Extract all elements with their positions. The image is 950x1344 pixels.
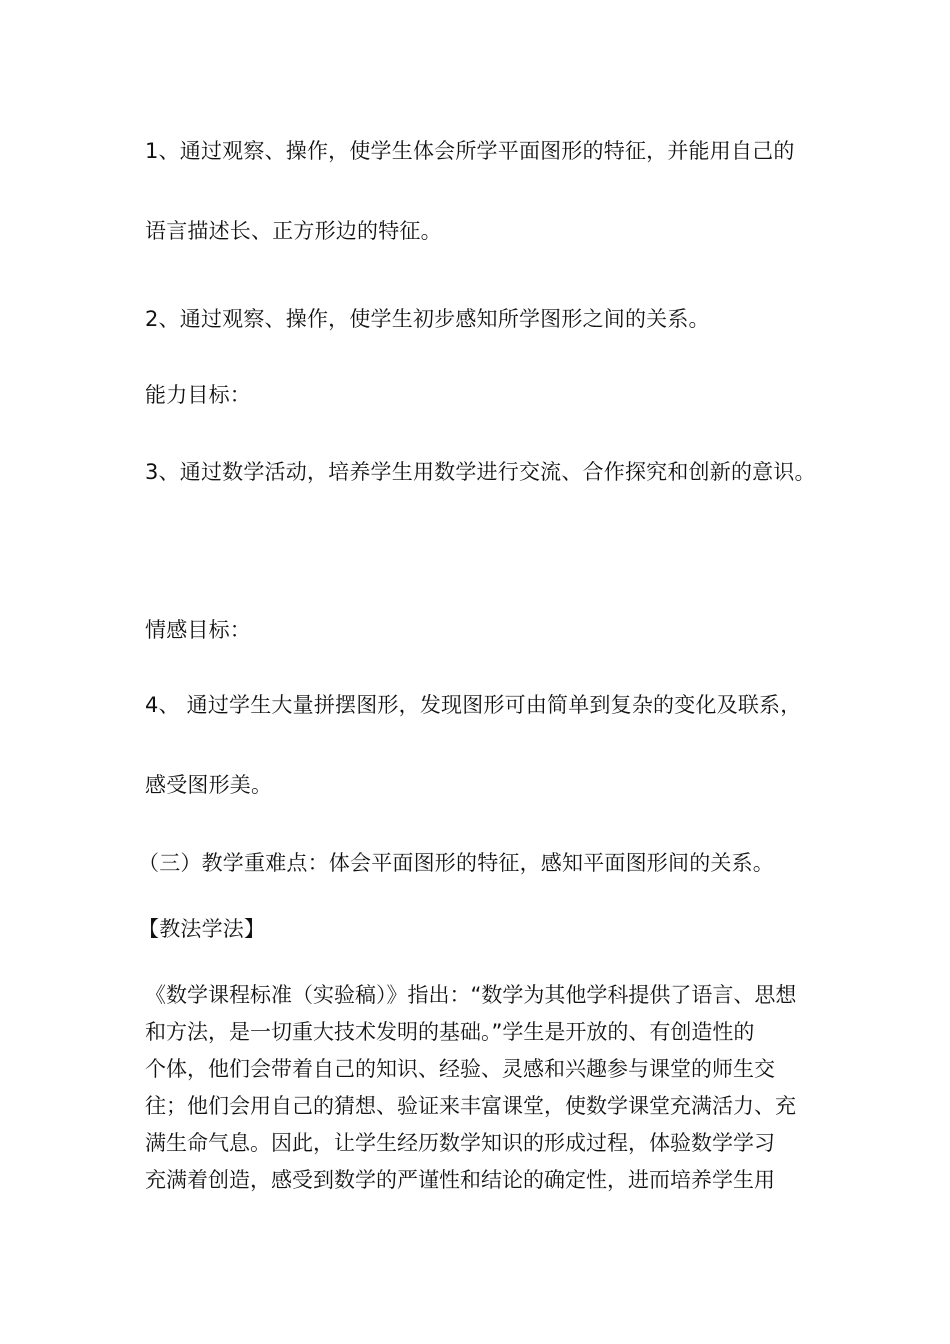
ability-goal-heading: 能力目标： bbox=[145, 383, 251, 407]
teaching-method-heading: 【教法学法】 bbox=[138, 917, 266, 941]
paragraph-line: 满生命气息。因此，让学生经历数学知识的形成过程，体验数学学习 bbox=[145, 1131, 775, 1155]
paragraph-line: 《数学课程标准（实验稿）》指出：“数学为其他学科提供了语言、思想 bbox=[145, 983, 797, 1007]
objective-4-line-2: 感受图形美。 bbox=[145, 773, 273, 797]
body-paragraph bbox=[145, 977, 825, 1199]
objective-4-line-1: 4、 通过学生大量拼摆图形，发现图形可由简单到复杂的变化及联系， bbox=[145, 693, 802, 717]
objective-3: 3、通过数学活动，培养学生用数学进行交流、合作探究和创新的意识。 bbox=[145, 460, 816, 484]
emotion-goal-heading: 情感目标： bbox=[145, 618, 251, 642]
key-difficulty-heading: （三）教学重难点：体会平面图形的特征，感知平面图形间的关系。 bbox=[138, 851, 774, 875]
paragraph-line: 个体，他们会带着自己的知识、经验、灵感和兴趣参与课堂的师生交 bbox=[145, 1057, 775, 1081]
paragraph-line: 往；他们会用自己的猜想、验证来丰富课堂，使数学课堂充满活力、充 bbox=[145, 1094, 796, 1118]
objective-1-line-2: 语言描述长、正方形边的特征。 bbox=[145, 219, 442, 243]
objective-1-line-1: 1、通过观察、操作，使学生体会所学平面图形的特征，并能用自己的 bbox=[145, 139, 795, 163]
objective-2: 2、通过观察、操作，使学生初步感知所学图形之间的关系。 bbox=[145, 307, 710, 331]
paragraph-line: 充满着创造，感受到数学的严谨性和结论的确定性，进而培养学生用 bbox=[145, 1168, 775, 1192]
paragraph-line: 和方法，是一切重大技术发明的基础。”学生是开放的、有创造性的 bbox=[145, 1020, 755, 1044]
